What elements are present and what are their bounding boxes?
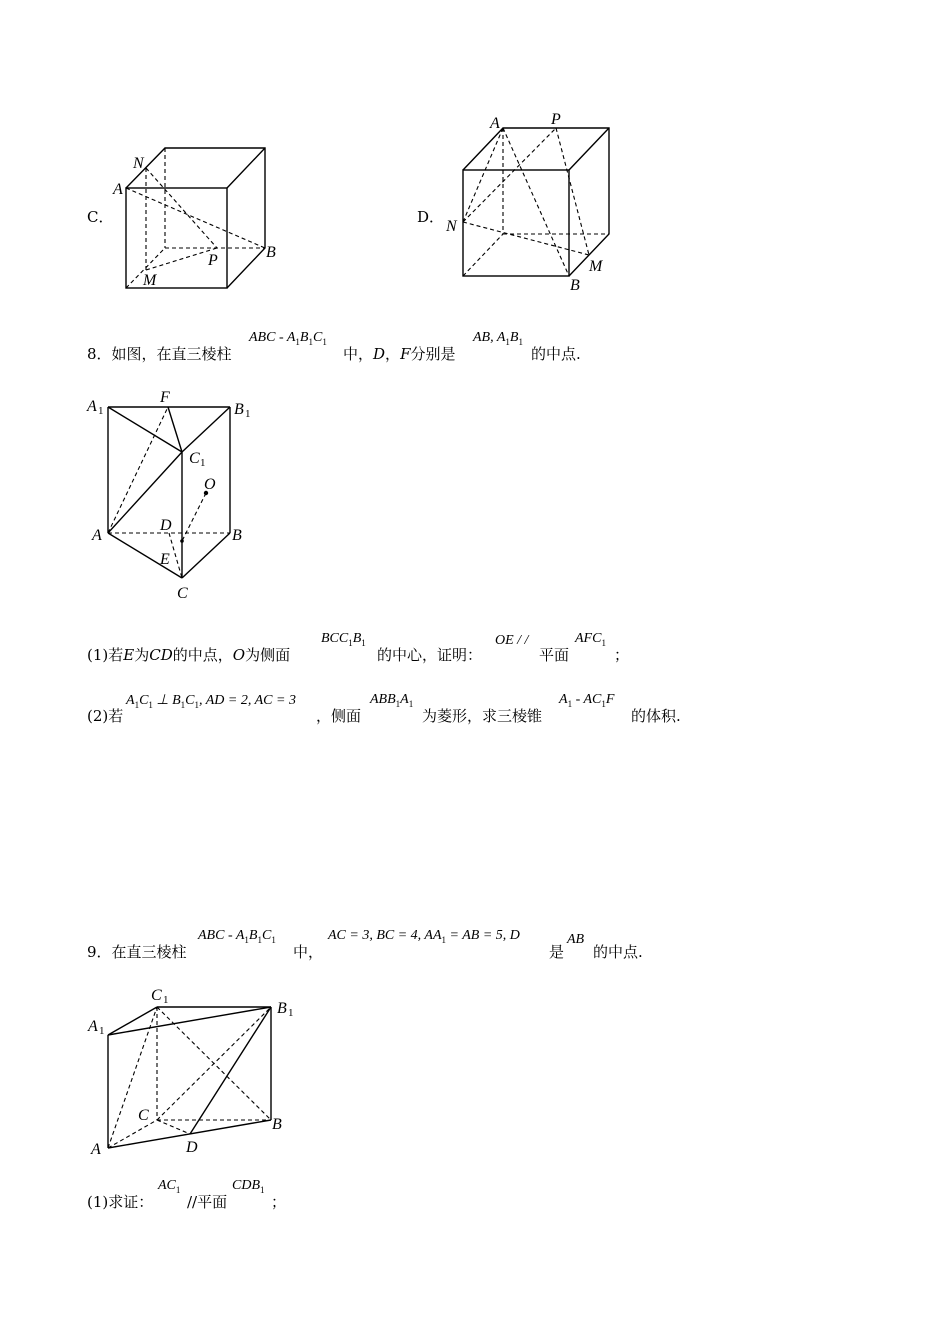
label-A1: A [87, 398, 97, 415]
label-B1: B [277, 1000, 287, 1017]
q8-part1-t5: 平面 [539, 646, 570, 664]
point-label-N: N [446, 218, 457, 235]
q8-segments: AB, $A_1B_1$ [473, 330, 523, 347]
q9-ab: AB [567, 932, 585, 947]
q8-part2-face: $ABB_1A_1$ [370, 692, 414, 709]
point-label-B: B [570, 277, 580, 294]
label-B: B [232, 527, 242, 544]
point-label-P: P [208, 252, 218, 269]
svg-text:1: 1 [99, 1025, 105, 1037]
q8-prism-name: ABC - $A_1B_1C_1$ [249, 330, 327, 347]
svg-text:1: 1 [98, 405, 104, 417]
label-A: A [91, 1141, 101, 1158]
point-label-B: B [266, 244, 276, 261]
label-C1: C [151, 987, 162, 1004]
label-A1: A [88, 1018, 98, 1035]
option-d-label: D． [417, 208, 445, 226]
q9-prism-name: ABC - $A_1B_1C_1$ [198, 928, 276, 945]
option-c-label: C． [87, 208, 114, 226]
q8-part1-plane: $AFC_1$ [575, 631, 606, 648]
label-B: B [272, 1116, 282, 1133]
point-label-M: M [589, 258, 603, 275]
q8-part2-t2: 为菱形，求三棱锥 [422, 707, 543, 725]
label-D: D [160, 517, 172, 534]
point-label-N: N [133, 155, 144, 172]
q8-part2-tetra: $A_1 - AC_1F$ [559, 692, 615, 709]
q9-intro-c: 是 [549, 943, 565, 961]
label-F: F [160, 389, 170, 406]
label-A: A [92, 527, 102, 544]
label-E: E [160, 551, 170, 568]
q9-number: 9． [87, 943, 112, 961]
q9-hidden-edges [108, 1007, 271, 1148]
label-O: O [204, 476, 216, 493]
q9-intro-d: 的中点. [593, 943, 643, 961]
svg-text:1: 1 [163, 994, 169, 1006]
q9-part1-plane: $CDB_1$ [232, 1178, 265, 1195]
q8-part2-prefix: (2)若 [87, 707, 124, 725]
q8-statement-2: 中，D，F分别是 [343, 345, 456, 363]
q9-part1-prefix: (1)求证： [87, 1193, 154, 1211]
svg-text:1: 1 [288, 1007, 294, 1019]
q9-part1-ac: $AC_1$ [158, 1178, 181, 1195]
line-D-B1 [190, 1007, 271, 1134]
label-D: D [186, 1139, 198, 1156]
point-label-P: P [551, 111, 561, 128]
q8-part1-face: $BCC_1B_1$ [321, 631, 366, 648]
q8-part1-end: ； [614, 646, 630, 664]
q8-part2-t3: 的体积. [631, 707, 681, 725]
label-C: C [138, 1107, 149, 1124]
q8-part1-t4: 的中心，证明： [377, 646, 483, 664]
q9-part1-end: ； [271, 1193, 287, 1211]
q8-number: 8． [87, 345, 112, 363]
q8-part2-t1: ，侧面 [316, 707, 362, 725]
q8-statement: 8．如图，在直三棱柱 [87, 345, 232, 363]
point-label-A: A [113, 181, 123, 198]
q9-statement: 9．在直三棱柱 [87, 943, 187, 961]
q9-solid-edges [108, 1007, 271, 1148]
label-C: C [177, 585, 188, 602]
svg-text:1: 1 [245, 408, 251, 420]
point-label-M: M [143, 272, 157, 289]
q8-statement-3: 的中点. [531, 345, 581, 363]
q8-part1: (1)若E为CD的中点，O为侧面 [87, 646, 291, 664]
label-C1: C [189, 450, 200, 467]
q9-intro-b: 中， [293, 943, 324, 961]
svg-text:1: 1 [200, 457, 206, 469]
point-label-A: A [490, 115, 500, 132]
q9-conditions: AC = 3, BC = 4, $AA_1$ = AB = 5, D [328, 928, 520, 945]
line-C-D [157, 1120, 190, 1134]
label-B1: B [234, 401, 244, 418]
q9-part1-parallel: //平面 [187, 1193, 228, 1211]
q8-part1-oe: OE / / [495, 633, 529, 648]
q8-part2-condition: $A_1C_1$ ⊥ $B_1C_1$, AD = 2, AC = 3 [126, 693, 296, 710]
line-A-C1 [108, 1007, 157, 1148]
